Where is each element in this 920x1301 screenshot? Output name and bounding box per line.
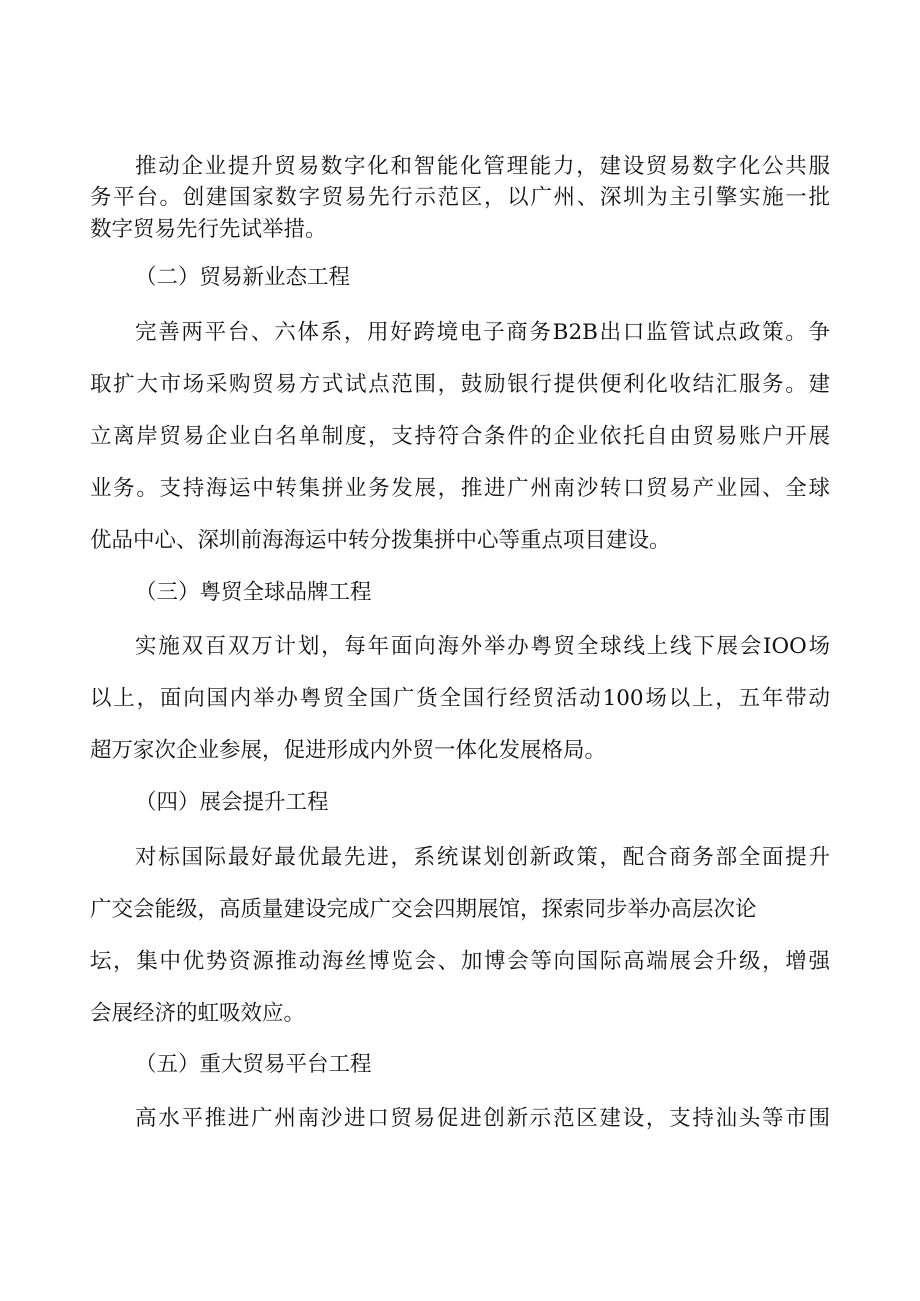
section-heading-5: （五）重大贸易平台工程 <box>135 1052 372 1077</box>
paragraph-4-line-2: 广交会能级，高质量建设完成广交会四期展馆，探索同步举办高层次论 <box>90 897 757 922</box>
paragraph-2-line-3: 立离岸贸易企业白名单制度，支持符合条件的企业依托自由贸易账户开展 <box>90 424 830 449</box>
section-heading-3: （三）粤贸全球品牌工程 <box>135 580 372 605</box>
section-heading-4: （四）展会提升工程 <box>135 790 329 815</box>
paragraph-3-line-1: 实施双百双万计划，每年面向海外举办粤贸全球线上线下展会IOO场 <box>135 634 830 659</box>
paragraph-1-line-2: 务平台。创建国家数字贸易先行示范区，以广州、深圳为主引擎实施一批 <box>90 185 830 210</box>
paragraph-3-line-3: 超万家次企业参展，促进形成内外贸一体化发展格局。 <box>90 738 607 763</box>
paragraph-2-line-2: 取扩大市场采购贸易方式试点范围，鼓励银行提供便利化收结汇服务。建 <box>90 372 830 397</box>
paragraph-1-line-3: 数字贸易先行先试举措。 <box>90 217 327 242</box>
paragraph-4-line-4: 会展经济的虹吸效应。 <box>90 1001 306 1026</box>
section-heading-2: （二）贸易新业态工程 <box>135 265 351 290</box>
paragraph-1-line-1: 推动企业提升贸易数字化和智能化管理能力，建设贸易数字化公共服 <box>135 154 830 179</box>
paragraph-2-line-4: 业务。支持海运中转集拼业务发展，推进广州南沙转口贸易产业园、全球 <box>90 476 830 501</box>
paragraph-4-line-3: 坛，集中优势资源推动海丝博览会、加博会等向国际高端展会升级，增强 <box>90 949 830 974</box>
paragraph-2-line-1: 完善两平台、六体系，用好跨境电子商务B2B出口监管试点政策。争 <box>135 320 830 345</box>
paragraph-2-line-5: 优品中心、深圳前海海运中转分拨集拼中心等重点项目建设。 <box>90 528 671 553</box>
paragraph-4-line-1: 对标国际最好最优最先进，系统谋划创新政策，配合商务部全面提升 <box>135 845 830 870</box>
paragraph-3-line-2: 以上，面向国内举办粤贸全国广货全国行经贸活动100场以上，五年带动 <box>90 686 830 711</box>
paragraph-5-line-1: 高水平推进广州南沙进口贸易促进创新示范区建设，支持汕头等市围 <box>135 1106 830 1131</box>
